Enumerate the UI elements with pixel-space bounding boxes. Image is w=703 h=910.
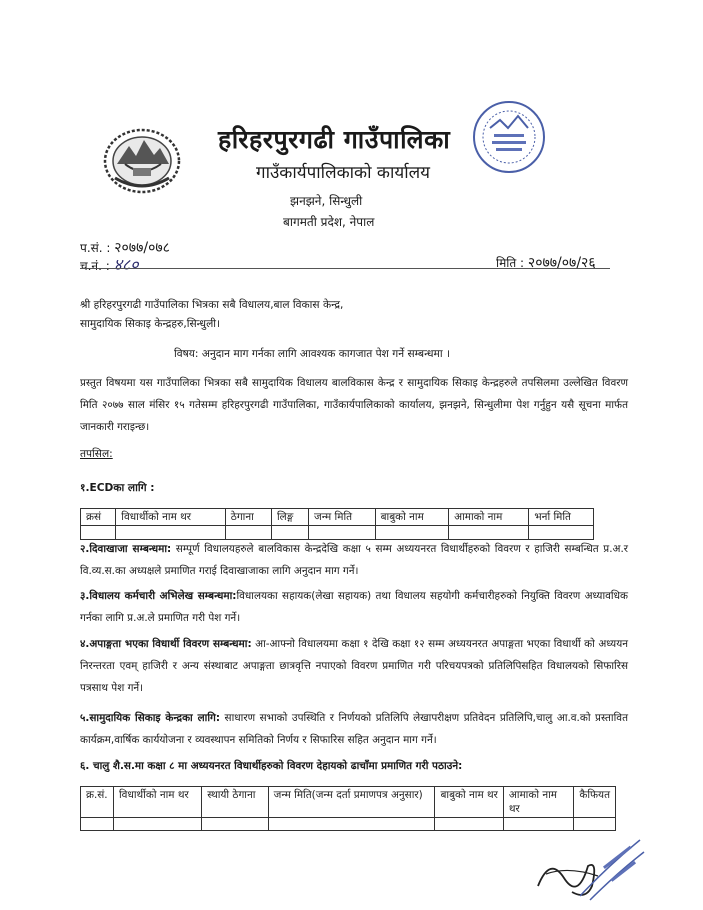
section2	[80, 538, 628, 582]
recipient-line2: सामुदायिक सिकाइ केन्द्रहरु,सिन्धुली।	[80, 318, 221, 330]
address-line1: झनझने, सिन्धुली	[290, 194, 363, 208]
table-header-cell: आमाको नाम	[449, 509, 529, 526]
table-header-cell: बाबुको नाम	[375, 509, 449, 526]
section3-title: ३.विधालय कर्मचारी अभिलेख सम्बन्धमा:	[80, 590, 237, 602]
date-label: मिति :	[496, 256, 525, 270]
table-header-row	[81, 787, 616, 818]
cn-label: च.नं. :	[80, 259, 110, 273]
ps-label: प.सं. :	[80, 241, 111, 255]
office-name: गाउँकार्यपालिकाको कार्यालय	[256, 163, 431, 183]
section5	[80, 707, 628, 751]
header-divider	[80, 268, 610, 269]
section4-text: आ-आफ्नो विधालयमा कक्षा १ देखि कक्षा १२ सम्म अध्ययनरत अपाङ्गता भएका विधार्थी को अध्ययन निरन्तरता एवम् हाजिरी र अन्य संस्थाबाट अपाङ्गता छात्रवृत्ति नपाएको विवरण प्रमाणित गरी परिचयपत्रको प्रतिलिपिसहित विधालयको सिफारिस पत्रसाथ पेश गर्ने।	[80, 638, 628, 694]
recipient-line1: श्री हरिहरपुरगढी गाउँपालिका भित्रका सबै विधालय,बाल विकास केन्द्र,	[80, 299, 344, 311]
ecd-table	[80, 508, 594, 540]
section3-text: विधालयका सहायक(लेखा सहायक) तथा विधालय सहयोगी कर्मचारीहरुको नियुक्ति विवरण अध्यावधिक गर्नका लागि प्र.अ.ले प्रमाणित गरी पेश गर्ने।	[80, 590, 628, 624]
table-header-cell: जन्म मिति	[309, 509, 376, 526]
table-header-cell: जन्म मिति(जन्म दर्ता प्रमाणपत्र अनुसार)	[268, 787, 435, 818]
section3	[80, 585, 628, 629]
address-line2: बागमती प्रदेश, नेपाल	[283, 215, 375, 229]
table-header-cell: विधार्थीको नाम थर	[116, 509, 226, 526]
org-title: हरिहरपुरगढी गाउँपालिका	[218, 125, 451, 154]
section5-title: ५.सामुदायिक सिकाइ केन्द्रका लागि:	[80, 712, 221, 724]
table-cell	[202, 818, 268, 831]
table-header-cell: विधार्थीको नाम थर	[113, 787, 201, 818]
subject: विषय: अनुदान माग गर्नका लागि आवश्यक कागजात पेश गर्ने सम्बन्धमा ।	[174, 348, 451, 360]
section2-text: सम्पूर्ण विधालयहरुले बालविकास केन्द्रदेखि कक्षा ५ सम्म अध्ययनरत विधार्थीहरुको विवरण र हाजिरी सम्बन्धित प्र.अ.र वि.व्य.स.का अध्यक्षले प्रमाणित गराई दिवाखाजाका लागि अनुदान माग गर्ने।	[80, 543, 628, 577]
section4	[80, 633, 628, 699]
date-value: २०७७/०७/२६	[527, 255, 596, 271]
table-header-cell: आमाको नाम थर	[503, 787, 574, 818]
section2-title: २.दिवाखाजा सम्बन्धमा:	[80, 543, 172, 555]
table-header-cell: क्रसं	[81, 509, 116, 526]
cn-number	[80, 253, 139, 275]
section6-title: ६. चालु शै.स.मा कक्षा ८ मा अध्ययनरत विधार्थीहरुको विवरण देहायको ढाचाँमा प्रमाणित गरी पठाउने:	[80, 760, 463, 772]
table-header-cell: बाबुको नाम थर	[435, 787, 503, 818]
table-header-row	[81, 509, 594, 526]
body-text: प्रस्तुत विषयमा यस गाउँपालिका भित्रका सबै सामुदायिक विधालय बालविकास केन्द्र र सामुदायिक सिकाइ केन्द्रहरुले तपसिलमा उल्लेखित विवरण मिति २०७७ साल मंसिर १५ गतेसम्म हरिहरपुरगढी गाउँपालिका, गाउँकार्यपालिकाको कार्यालय, झनझने, सिन्धुलीमा पेश गर्नुहुन यसै सूचना मार्फत जानकारी गराइन्छ।	[80, 377, 628, 433]
ps-value: २०७७/०७८	[114, 240, 170, 256]
table-cell	[113, 818, 201, 831]
recipient	[80, 296, 628, 334]
table-cell	[268, 818, 435, 831]
section5-text: साधारण सभाको उपस्थिति र निर्णयको प्रतिलिपि लेखापरीक्षण प्रतिवेदन प्रतिलिपि,चालु आ.व.को प्रस्तावित कार्यक्रम,वार्षिक कार्ययोजना र व्यवस्थापन समितिको निर्णय र सिफारिस सहित अनुदान माग गर्ने।	[80, 712, 629, 746]
table-header-cell: स्थायी ठेगाना	[202, 787, 268, 818]
table-header-cell: क्र.सं.	[81, 787, 114, 818]
tapsil-heading: तपसिल:	[80, 448, 113, 460]
table-cell	[81, 818, 114, 831]
class8-table	[80, 786, 616, 831]
table-header-cell: कैफियत	[574, 787, 616, 818]
office-stamp-icon	[470, 98, 548, 176]
section1-title: १.ECDका लागि :	[80, 482, 155, 494]
issue-date	[496, 253, 596, 272]
table-header-cell: भर्ना मिति	[529, 509, 594, 526]
officer-signature-stamp-icon	[528, 826, 646, 904]
cn-value: ४८०	[113, 255, 139, 274]
section4-title: ४.अपाङ्गता भएका विधार्थी विवरण सम्बन्धमा:	[80, 638, 252, 650]
table-header-cell: ठेगाना	[225, 509, 271, 526]
table-cell	[435, 818, 503, 831]
table-header-cell: लिङ्ग	[271, 509, 308, 526]
nepal-emblem-icon	[103, 128, 181, 194]
